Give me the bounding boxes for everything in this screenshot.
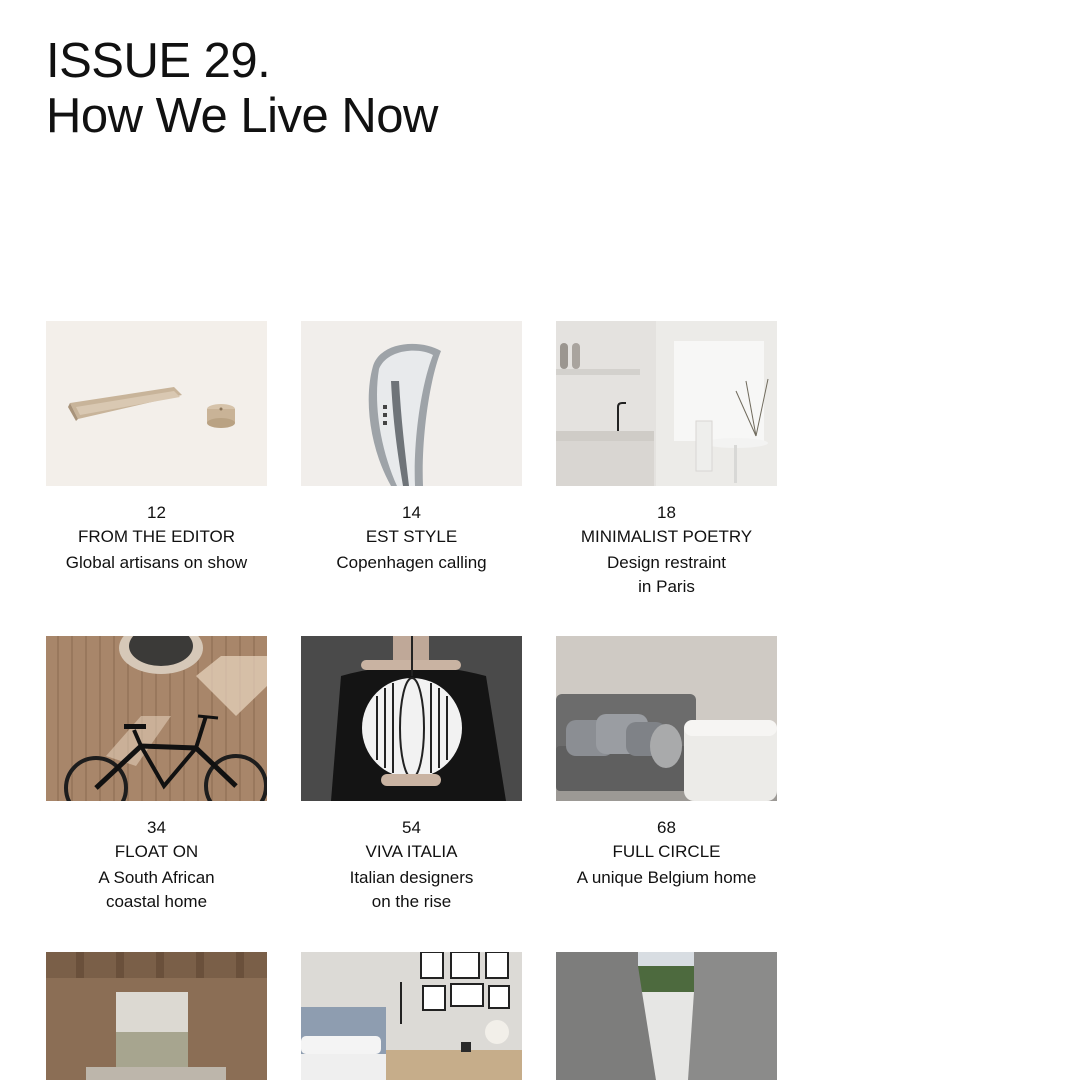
section-title: EST STYLE [365, 527, 458, 546]
section-title: VIVA ITALIA [365, 842, 458, 861]
bedroom-gallery-photo[interactable] [301, 952, 522, 1080]
article-card-from-the-editor[interactable] [46, 321, 267, 575]
white-kitchen-photo[interactable] [556, 321, 777, 486]
article-card-viva-italia[interactable] [301, 636, 522, 914]
lamp-portrait-photo[interactable] [301, 636, 522, 801]
issue-title: How We Live Now [46, 89, 438, 143]
section-title: MINIMALIST POETRY [580, 527, 753, 546]
section-title: FROM THE EDITOR [77, 527, 236, 546]
article-card-float-on[interactable] [46, 636, 267, 914]
page-number: 68 [657, 818, 676, 837]
section-title: FULL CIRCLE [612, 842, 721, 861]
wood-cabin-photo[interactable] [46, 952, 267, 1080]
article-card-est-style[interactable] [301, 321, 522, 575]
page-number: 54 [402, 818, 421, 837]
article-description: A unique Belgium home [576, 868, 757, 887]
page-number: 34 [147, 818, 166, 837]
grey-sofa-photo[interactable] [556, 636, 777, 801]
article-description: Copenhagen calling [336, 553, 487, 572]
issue-number: ISSUE 29. [46, 34, 271, 88]
bicycle-wall-photo[interactable] [46, 636, 267, 801]
silver-bangle-photo[interactable] [301, 321, 522, 486]
section-title: FLOAT ON [114, 842, 199, 861]
issue-header [46, 34, 438, 144]
article-card-8[interactable] [301, 952, 522, 1080]
article-card-full-circle[interactable] [556, 636, 777, 890]
page-number: 12 [147, 503, 166, 522]
article-card-7[interactable] [46, 952, 267, 1080]
concrete-walls-photo[interactable] [556, 952, 777, 1080]
article-description: A South African coastal home [98, 868, 215, 911]
article-description: Italian designers on the rise [349, 868, 474, 911]
page-number: 14 [402, 503, 421, 522]
article-description: Global artisans on show [65, 553, 248, 572]
article-description: Design restraint in Paris [606, 553, 727, 596]
article-card-9[interactable] [556, 952, 777, 1080]
page-number: 18 [657, 503, 676, 522]
article-card-minimalist-poetry[interactable] [556, 321, 777, 599]
brass-objects-photo[interactable] [46, 321, 267, 486]
